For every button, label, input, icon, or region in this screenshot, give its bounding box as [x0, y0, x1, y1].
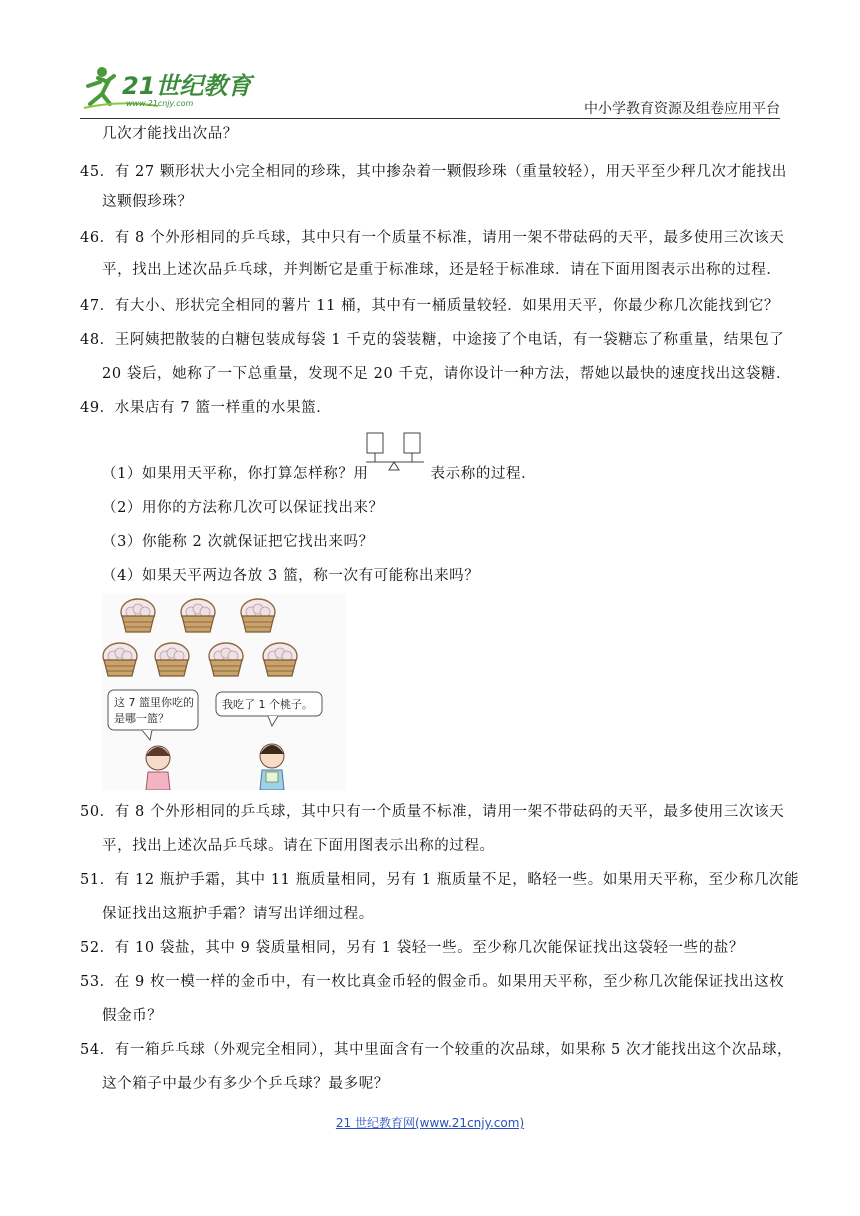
text-line: 几次才能找出次品？ [102, 126, 238, 142]
basket-icon [181, 599, 215, 632]
q49-sub1-text: （1）如果用天平称，你打算怎样称？用 [102, 466, 369, 482]
basket-icon [121, 599, 155, 632]
basket-icon [155, 643, 189, 676]
question-48: 48．王阿姨把散装的白糖包装成每袋 1 千克的袋装糖，中途接了个电话，有一袋糖忘了称重量，结果包了 [80, 332, 785, 348]
svg-text:www.21cnjy.com: www.21cnjy.com [126, 99, 194, 108]
q49-sub2: （2）用你的方法称几次可以保证找出来？ [102, 500, 384, 516]
question-54: 54．有一箱乒乓球（外观完全相同），其中里面含有一个较重的次品球，如果称 5 次才能找出这个次品球， [80, 1042, 793, 1058]
balance-scale-icon [366, 432, 424, 474]
text-line: 这个箱子中最少有多少个乒乓球？最多呢？ [102, 1076, 389, 1092]
q49-sub1-text-after: 表示称的过程． [430, 466, 537, 482]
page-header [80, 64, 780, 120]
svg-text:是哪一篮？: 是哪一篮？ [114, 712, 169, 725]
text-line: 这颗假珍珠？ [102, 194, 193, 210]
question-49: 49．水果店有 7 篮一样重的水果篮． [80, 400, 332, 416]
question-45: 45．有 27 颗形状大小完全相同的珍珠，其中掺杂着一颗假珍珠（重量较轻），用天平至少秤几次才能找出 [80, 164, 787, 180]
basket-icon [241, 599, 275, 632]
question-50: 50．有 8 个外形相同的乒乓球，其中只有一个质量不标准，请用一架不带砝码的天平，最多使用三次该天 [80, 804, 785, 820]
q49-sub1 [102, 464, 536, 484]
basket-icon [103, 643, 137, 676]
question-47: 47．有大小、形状完全相同的薯片 11 桶，其中有一桶质量较轻．如果用天平，你最少称几次能找到它？ [80, 298, 780, 314]
svg-text:我吃了 1 个桃子。: 我吃了 1 个桃子。 [222, 698, 313, 711]
logo-21cnjy [80, 64, 260, 110]
text-line: 平，找出上述次品乒乓球。请在下面用图表示出称的过程。 [102, 838, 495, 854]
svg-text:21世纪教育: 21世纪教育 [122, 72, 252, 100]
basket-icon [263, 643, 297, 676]
question-51: 51．有 12 瓶护手霜，其中 11 瓶质量相同，另有 1 瓶质量不足，略轻一些。如果用天平称，至少称几次能 [80, 872, 800, 888]
header-platform-text: 中小学教育资源及组卷应用平台 [584, 101, 780, 117]
question-53: 53．在 9 枚一模一样的金币中，有一枚比真金币轻的假金币。如果用天平称，至少称几次能保证找出这枚 [80, 974, 785, 990]
text-line: 假金币？ [102, 1008, 163, 1024]
question-52: 52．有 10 袋盐，其中 9 袋质量相同，另有 1 袋轻一些。至少称几次能保证找出这袋轻一些的盐？ [80, 940, 745, 956]
fruit-basket-illustration [102, 594, 346, 790]
footer-link[interactable]: 21 世纪教育网(www.21cnjy.com) [335, 1116, 525, 1130]
text-line: 平，找出上述次品乒乓球，并判断它是重于标准球，还是轻于标准球．请在下面用图表示出称的过程． [102, 262, 782, 278]
header-divider [80, 118, 780, 119]
basket-icon [209, 643, 243, 676]
q49-sub4: （4）如果天平两边各放 3 篮，称一次有可能称出来吗？ [102, 568, 480, 584]
question-46: 46．有 8 个外形相同的乒乓球，其中只有一个质量不标准，请用一架不带砝码的天平，最多使用三次该天 [80, 230, 785, 246]
text-line: 保证找出这瓶护手霜？请写出详细过程。 [102, 906, 374, 922]
svg-text:这 7 篮里你吃的: 这 7 篮里你吃的 [114, 696, 194, 709]
q49-sub3: （3）你能称 2 次就保证把它找出来吗？ [102, 534, 374, 550]
text-line: 20 袋后，她称了一下总重量，发现不足 20 千克，请你设计一种方法，帮她以最快的速度找出这袋糖． [102, 366, 792, 382]
